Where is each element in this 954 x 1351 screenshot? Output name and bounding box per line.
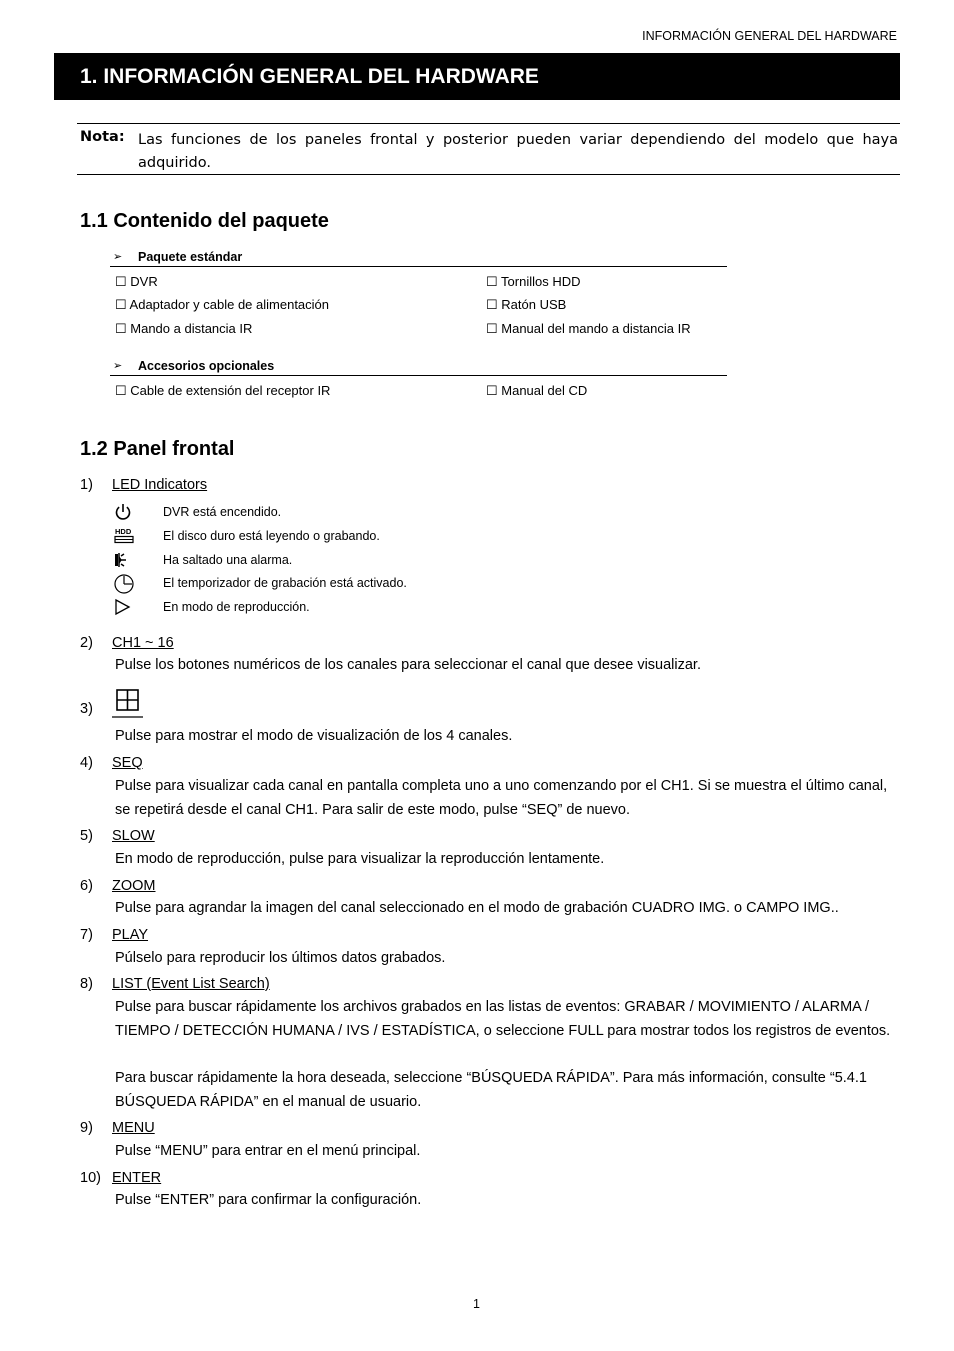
package-item: ☐ Adaptador y cable de alimentación xyxy=(115,297,330,312)
arrow-bullet-icon: ➢ xyxy=(113,251,123,263)
standard-package-header xyxy=(110,250,727,267)
item-label-play: PLAY xyxy=(112,927,149,943)
led-description: Ha saltado una alarma. xyxy=(163,553,293,567)
item-number: 3) xyxy=(80,701,93,717)
item-number: 6) xyxy=(80,878,93,894)
package-item: ☐ DVR xyxy=(115,274,158,289)
item-number: 1) xyxy=(80,477,93,493)
item-label-enter: ENTER xyxy=(112,1170,162,1186)
arrow-bullet-icon: ➢ xyxy=(113,360,123,372)
item-description: Pulse “ENTER” para confirmar la configuración. xyxy=(115,1192,422,1208)
section-heading-front-panel: 1.2 Panel frontal xyxy=(80,438,235,460)
item-number: 8) xyxy=(80,976,93,992)
hdd-icon-label: HDD xyxy=(115,527,132,536)
item-description: Pulse para buscar rápidamente los archivos grabados en las listas de eventos: GRABAR / MOVIMIENTO / ALARMA / TIEMPO / DETECCIÓN HUMANA / IVS / ESTADÍSTICA, o seleccione FULL para mostrar todos los registros de eventos. xyxy=(115,999,891,1039)
note-text: Las funciones de los paneles frontal y posterior pueden variar dependiendo del modelo que haya adquirido. xyxy=(138,132,898,171)
item-label-list: LIST (Event List Search) xyxy=(112,976,270,992)
item-label-led: LED Indicators xyxy=(112,477,208,493)
standard-package-label: Paquete estándar xyxy=(138,250,243,264)
item-number: 4) xyxy=(80,755,93,771)
package-item: ☐ Manual del CD xyxy=(486,383,588,398)
item-label-ch: CH1 ~ 16 xyxy=(112,635,174,651)
package-item: ☐ Manual del mando a distancia IR xyxy=(486,321,691,336)
note-label: Nota: xyxy=(80,129,125,145)
item-description: Pulse para visualizar cada canal en pantalla completa uno a uno comenzando por el CH1. Si se muestra el último canal, se repetirá desde el canal CH1. Para salir de este modo, pulse “SEQ” de nuevo. xyxy=(115,778,888,818)
running-header: INFORMACIÓN GENERAL DEL HARDWARE xyxy=(642,29,897,43)
power-icon xyxy=(113,503,133,521)
item-description: Púlselo para reproducir los últimos datos grabados. xyxy=(115,950,446,966)
led-description: En modo de reproducción. xyxy=(163,600,310,614)
item-number: 9) xyxy=(80,1120,93,1136)
package-item: ☐ Mando a distancia IR xyxy=(115,321,253,336)
item-number: 5) xyxy=(80,828,93,844)
hdd-icon xyxy=(113,527,133,545)
note-box xyxy=(77,123,900,175)
play-icon xyxy=(113,598,133,616)
item-label-slow: SLOW xyxy=(112,828,155,844)
item-description: Pulse “MENU” para entrar en el menú principal. xyxy=(115,1143,421,1159)
item-description: Pulse los botones numéricos de los canales para seleccionar el canal que desee visualizar. xyxy=(115,657,701,673)
item-label-seq: SEQ xyxy=(112,755,143,771)
timer-icon xyxy=(113,574,133,592)
section-heading-package: 1.1 Contenido del paquete xyxy=(80,210,329,232)
item-description-extra: Para buscar rápidamente la hora deseada, seleccione “BÚSQUEDA RÁPIDA”. Para más información, consulte “5.4.1 BÚSQUEDA RÁPIDA” en el manual de usuario. xyxy=(115,1070,867,1110)
optional-accessories-label: Accesorios opcionales xyxy=(138,359,275,373)
package-item: ☐ Cable de extensión del receptor IR xyxy=(115,383,331,398)
package-item: ☐ Tornillos HDD xyxy=(486,274,581,289)
quad-view-icon xyxy=(112,688,144,720)
chapter-title: 1. INFORMACIÓN GENERAL DEL HARDWARE xyxy=(54,53,900,100)
item-number: 2) xyxy=(80,635,93,651)
alarm-icon xyxy=(113,551,133,569)
led-description: El disco duro está leyendo o grabando. xyxy=(163,529,380,543)
package-item: ☐ Ratón USB xyxy=(486,297,567,312)
led-description: El temporizador de grabación está activado. xyxy=(163,576,407,590)
item-description: Pulse para mostrar el modo de visualización de los 4 canales. xyxy=(115,728,513,744)
item-number: 10) xyxy=(80,1170,101,1186)
item-description: Pulse para agrandar la imagen del canal seleccionado en el modo de grabación CUADRO IMG. o CAMPO IMG.. xyxy=(115,900,839,916)
optional-accessories-header xyxy=(110,359,727,376)
item-description: En modo de reproducción, pulse para visualizar la reproducción lentamente. xyxy=(115,851,605,867)
item-label-menu: MENU xyxy=(112,1120,155,1136)
page-number: 1 xyxy=(473,1297,480,1311)
item-number: 7) xyxy=(80,927,93,943)
item-label-zoom: ZOOM xyxy=(112,878,156,894)
led-description: DVR está encendido. xyxy=(163,505,282,519)
